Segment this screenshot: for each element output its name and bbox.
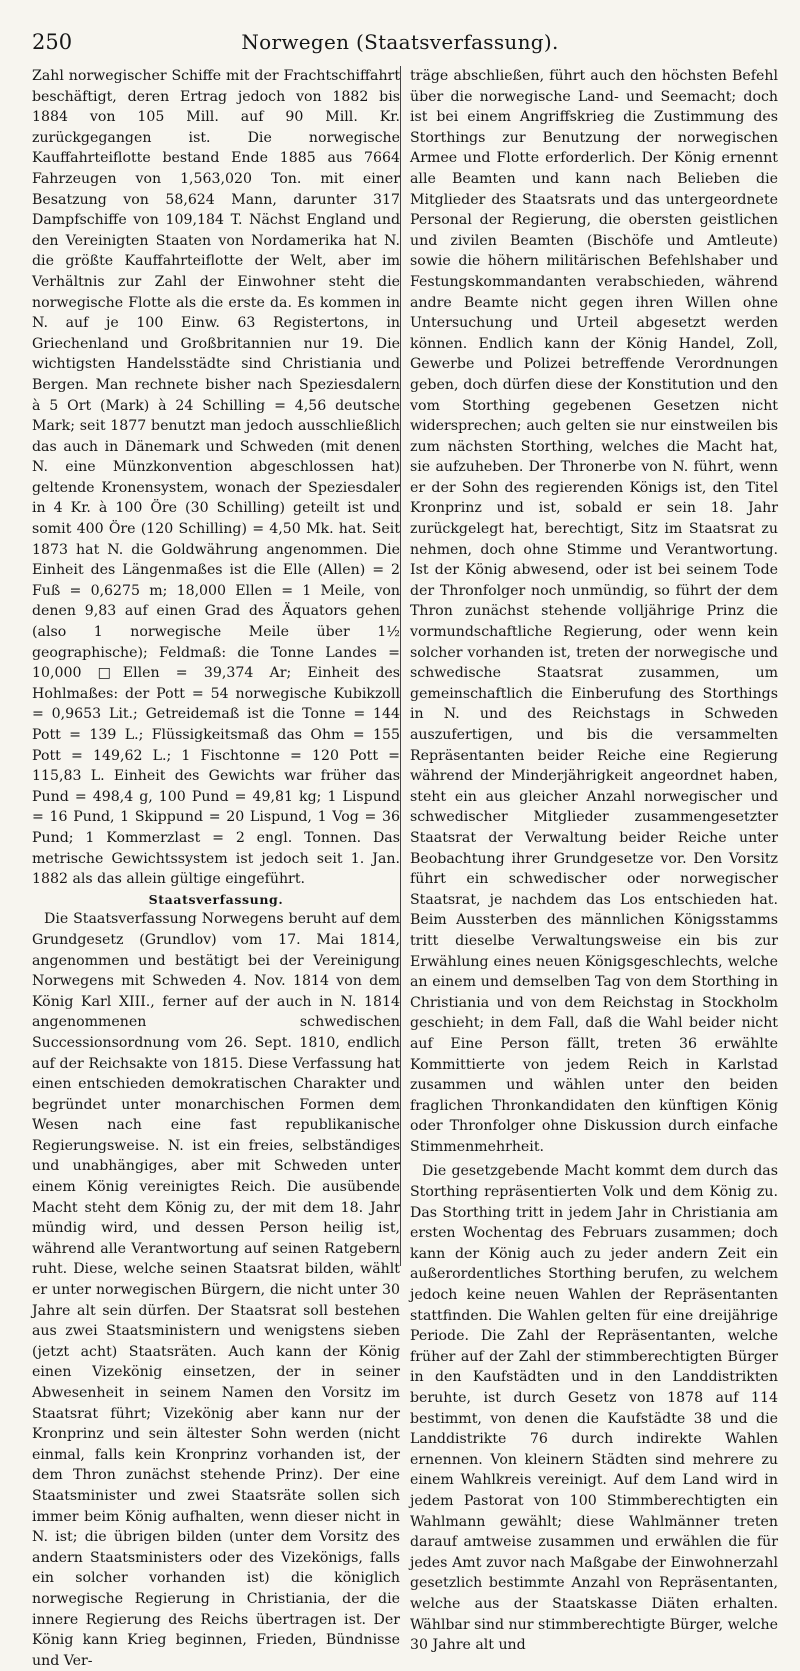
left-column: [32, 66, 400, 1671]
body-paragraph: Die gesetzgebende Macht kommt dem durch das Storthing repräsentierten Volk und dem König zu. Das Storthing tritt in jedem Jahr in Christiania am ersten Wochentag des Februars zusammen; doch kann der König auch zu jeder andern Zeit ein außerordentliches Storthing berufen, zu welchem jedoch keine neuen Wahlen der Repräsentanten stattfinden. Die Wahlen gelten für eine dreijährige Periode. Die Zahl der Repräsentanten, welche früher auf der Zahl der stimmberechtigten Bürger in den Kaufstädten und in den Landdistrikten beruhte, ist durch Gesetz von 1878 auf 114 bestimmt, von denen die Kaufstädte 38 und die Landdistrikte 76 durch indirekte Wahlen ernennen. Von kleinern Städten sind mehrere zu einem Wahlkreis vereinigt. Auf dem Land wird in jedem Pastorat von 100 Stimmberechtigten ein Wahlmann gewählt; diese Wahlmänner treten darauf amtweise zusammen und erwählen die für jedes Amt zuvor nach Maßgabe der Einwohnerzahl gesetzlich bestimmte Anzahl von Repräsentanten, welche aus der Staatskasse Diäten erhalten. Wählbar sind nur stimmberechtigte Bürger, welche 30 Jahre alt und: [410, 1163, 778, 1654]
column-divider: [400, 66, 401, 1266]
section-heading: Staatsverfassung.: [148, 891, 284, 907]
body-paragraph: träge abschließen, führt auch den höchsten Befehl über die norwegische Land- und Seemacht; doch ist bei einem Angriffskrieg die Zustimmung des Storthings zur Benutzung der norwegischen Armee und Flotte erforderlich. Der König ernennt alle Beamten und kann nach Belieben die Mitglieder des Staatsrats und das untergeordnete Personal der Regierung, die obersten geistlichen und zivilen Beamten (Bischöfe und Amtleute) sowie die höhern militärischen Befehlshaber und Festungskommandanten verabschieden, während andre Beamte nicht gegen ihren Willen ohne Untersuchung und Urteil abgesetzt werden können. Endlich kann der König Handel, Zoll, Gewerbe und Polizei betreffende Verordnungen geben, doch dürfen diese der Konstitution und den vom Storthing gegebenen Gesetzen nicht widersprechen; auch gelten sie nur einstweilen bis zum nächsten Storthing, welches die Macht hat, sie aufzuheben. Der Thronerbe von N. führt, wenn er der Sohn des regierenden Königs ist, den Titel Kronprinz und ist, sobald er sein 18. Jahr zurückgelegt hat, berechtigt, Sitz im Staatsrat zu nehmen, doch ohne Stimme und Verantwortung. Ist der König abwesend, oder ist bei seinem Tode der Thronfolger noch unmündig, so führt der dem Thron zunächst stehende volljährige Prinz die vormundschaftliche Regierung, oder wenn kein solcher vorhanden ist, treten der norwegische und schwedische Staatsrat zusammen, um gemeinschaftlich die Einberufung des Storthings in N. und des Reichstags in Schweden auszufertigen, und bis die versammelten Repräsentanten beider Reiche eine Regierung während der Minderjährigkeit angeordnet haben, steht ein aus gleicher Anzahl norwegischer und schwedischer Mitglieder zusammengesetzter Staatsrat der Verwaltung beider Reiche unter Beobachtung ihrer Grundgesetze vor. Den Vorsitz führt ein schwedischer oder norwegischer Staatsrat, je nachdem das Los entschieden hat. Beim Aussterben des männlichen Königsstamms tritt dieselbe Verwaltungsweise ein bis zur Erwählung eines neuen Königsgeschlechts, welche an einem und demselben Tag von dem Storthing in Christiania und von dem Reichstag in Stockholm geschieht; in dem Fall, daß die Wahl beider nicht auf Eine Person fällt, treten 36 erwählte Kommittierte von jedem Reich in Karlstad zusammen und wählen unter den beiden fraglichen Thronkandidaten den künftigen König oder Thronfolger ohne Diskussion durch einfache Stimmenmehrheit.: [410, 68, 778, 1155]
right-column: [410, 66, 778, 1656]
page-number: 250: [32, 30, 73, 54]
page-header: [32, 30, 768, 60]
body-paragraph: Die Staatsverfassung Norwegens beruht auf dem Grundgesetz (Grundlov) vom 17. Mai 1814, angenommen und bestätigt bei der Vereinigung Norwegens mit Schweden 4. Nov. 1814 von dem König Karl XIII., ferner auf der auch in N. 1814 angenommenen schwedischen Successionsordnung vom 26. Sept. 1810, endlich auf der Reichsakte von 1815. Diese Verfassung hat einen entschieden demokratischen Charakter und begründet unter monarchischen Formen dem Wesen nach eine fast republikanische Regierungsweise. N. ist ein freies, selbständiges und unabhängiges, aber mit Schweden unter einem König vereinigtes Reich. Die ausübende Macht steht dem König zu, der mit dem 18. Jahr mündig wird, und dessen Person heilig ist, während alle Verantwortung auf seinen Ratgebern ruht. Diese, welche seinen Staatsrat bilden, wählt er unter norwegischen Bürgern, die nicht unter 30 Jahre alt sein dürfen. Der Staatsrat soll bestehen aus zwei Staatsministern und wenigstens sieben (jetzt acht) Staatsräten. Auch kann der König einen Vizekönig einsetzen, der in seiner Abwesenheit in seinem Namen den Vorsitz im Staatsrat führt; Vizekönig aber kann nur der Kronprinz und sein ältester Sohn werden (nicht einmal, falls kein Kronprinz vorhanden ist, der dem Thron zunächst stehende Prinz). Der eine Staatsminister und zwei Staatsräte sollen sich immer beim König aufhalten, wenn dieser nicht in N. ist; die übrigen bilden (unter dem Vorsitz des andern Staatsministers oder des Vizekönigs, falls ein solcher vorhanden ist) die königlich norwegische Regierung in Christiania, der die innere Regierung des Reichs übertragen ist. Der König kann Krieg beginnen, Frieden, Bündnisse und Ver-: [32, 911, 400, 1669]
body-paragraph: Zahl norwegischer Schiffe mit der Frachtschiffahrt beschäftigt, deren Ertrag jedoch von 1882 bis 1884 von 105 Mill. auf 90 Mill. Kr. zurückgegangen ist. Die norwegische Kauffahrteiflotte bestand Ende 1885 aus 7664 Fahrzeugen von 1,563,020 Ton. mit einer Besatzung von 58,624 Mann, darunter 317 Dampfschiffe von 109,184 T. Nächst England und den Vereinigten Staaten von Nordamerika hat N. die größte Kauffahrteiflotte der Welt, aber im Verhältnis zur Zahl der Einwohner steht die norwegische Flotte als die erste da. Es kommen in N. auf je 100 Einw. 63 Registertons, in Griechenland und Großbritannien nur 19. Die wichtigsten Handelsstädte sind Christiania und Bergen. Man rechnete bisher nach Speziesdalern à 5 Ort (Mark) à 24 Schilling = 4,56 deutsche Mark; seit 1877 benutzt man jedoch ausschließlich das auch in Dänemark und Schweden (mit denen N. eine Münzkonvention abgeschlossen hat) geltende Kronensystem, wonach der Speziesdaler in 4 Kr. à 100 Öre (30 Schilling) geteilt ist und somit 400 Öre (120 Schilling) = 4,50 Mk. hat. Seit 1873 hat N. die Goldwährung angenommen. Die Einheit des Längenmaßes ist die Elle (Allen) = 2 Fuß = 0,6275 m; 18,000 Ellen = 1 Meile, von denen 9,83 auf einen Grad des Äquators gehen (also 1 norwegische Meile über 1½ geographische); Feldmaß: die Tonne Landes = 10,000 □Ellen = 39,374 Ar; Einheit des Hohlmaßes: der Pott = 54 norwegische Kubikzoll = 0,9653 Lit.; Getreidemaß ist die Tonne = 144 Pott = 139 L.; Flüssigkeitsmaß das Ohm = 155 Pott = 149,62 L.; 1 Fischtonne = 120 Pott = 115,83 L. Einheit des Gewichts war früher das Pund = 498,4 g, 100 Pund = 49,81 kg; 1 Lispund = 16 Pund, 1 Skippund = 20 Lispund, 1 Vog = 36 Pund; 1 Kommerzlast = 2 engl. Tonnen. Das metrische Gewichtssystem ist jedoch seit 1. Jan. 1882 als das allein gültige eingeführt.: [32, 68, 400, 888]
running-title: Norwegen (Staatsverfassung).: [241, 30, 559, 54]
